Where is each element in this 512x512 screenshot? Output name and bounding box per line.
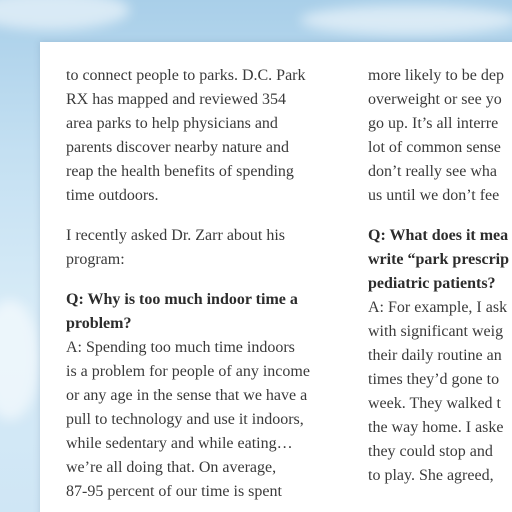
question-2 (368, 224, 512, 296)
text-line: with significant weig (368, 323, 504, 340)
article-page (40, 42, 512, 512)
text-line: their daily routine an (368, 347, 502, 364)
answer-2 (368, 296, 512, 488)
background-cloud (0, 0, 130, 30)
text-line: time outdoors. (66, 187, 159, 204)
text-line: they could stop and (368, 443, 493, 460)
paragraph-parks (66, 64, 348, 208)
text-line: I recently asked Dr. Zarr about his (66, 227, 286, 244)
right-column (368, 64, 512, 488)
text-line: don’t really see wha (368, 163, 497, 180)
text-line: parents discover nearby nature and (66, 139, 290, 156)
question-line: write “park prescrip (368, 251, 510, 268)
text-line: program: (66, 251, 125, 268)
text-line: A: For example, I ask (368, 299, 508, 316)
paragraph-intro (66, 224, 348, 272)
left-column (66, 64, 348, 504)
text-line: week. They walked t (368, 395, 501, 412)
text-line: lot of common sense (368, 139, 501, 156)
background-cloud (0, 300, 40, 420)
text-line: to connect people to parks. D.C. Park (66, 67, 306, 84)
question-line: Q: Why is too much indoor time a (66, 291, 298, 308)
background-cloud (300, 5, 512, 35)
text-line: pull to technology and use it indoors, (66, 411, 304, 428)
paragraph-consequences (368, 64, 512, 208)
question-1 (66, 288, 348, 336)
text-line: 87-95 percent of our time is spent (66, 483, 282, 500)
text-line: times they’d gone to (368, 371, 500, 388)
text-line: us until we don’t fee (368, 187, 500, 204)
text-line: reap the health benefits of spending (66, 163, 294, 180)
text-line: we’re all doing that. On average, (66, 459, 277, 476)
text-line: overweight or see yo (368, 91, 502, 108)
answer-1 (66, 336, 348, 504)
question-line: problem? (66, 315, 132, 332)
text-line: RX has mapped and reviewed 354 (66, 91, 286, 108)
question-line: Q: What does it mea (368, 227, 509, 244)
question-line: pediatric patients? (368, 275, 496, 292)
text-line: or any age in the sense that we have a (66, 387, 308, 404)
text-line: go up. It’s all interre (368, 115, 499, 132)
text-line: to play. She agreed, (368, 467, 494, 484)
text-line: while sedentary and while eating… (66, 435, 293, 452)
text-line: area parks to help physicians and (66, 115, 278, 132)
text-line: more likely to be dep (368, 67, 504, 84)
text-line: the way home. I aske (368, 419, 504, 436)
text-line: is a problem for people of any income (66, 363, 310, 380)
text-line: A: Spending too much time indoors (66, 339, 295, 356)
